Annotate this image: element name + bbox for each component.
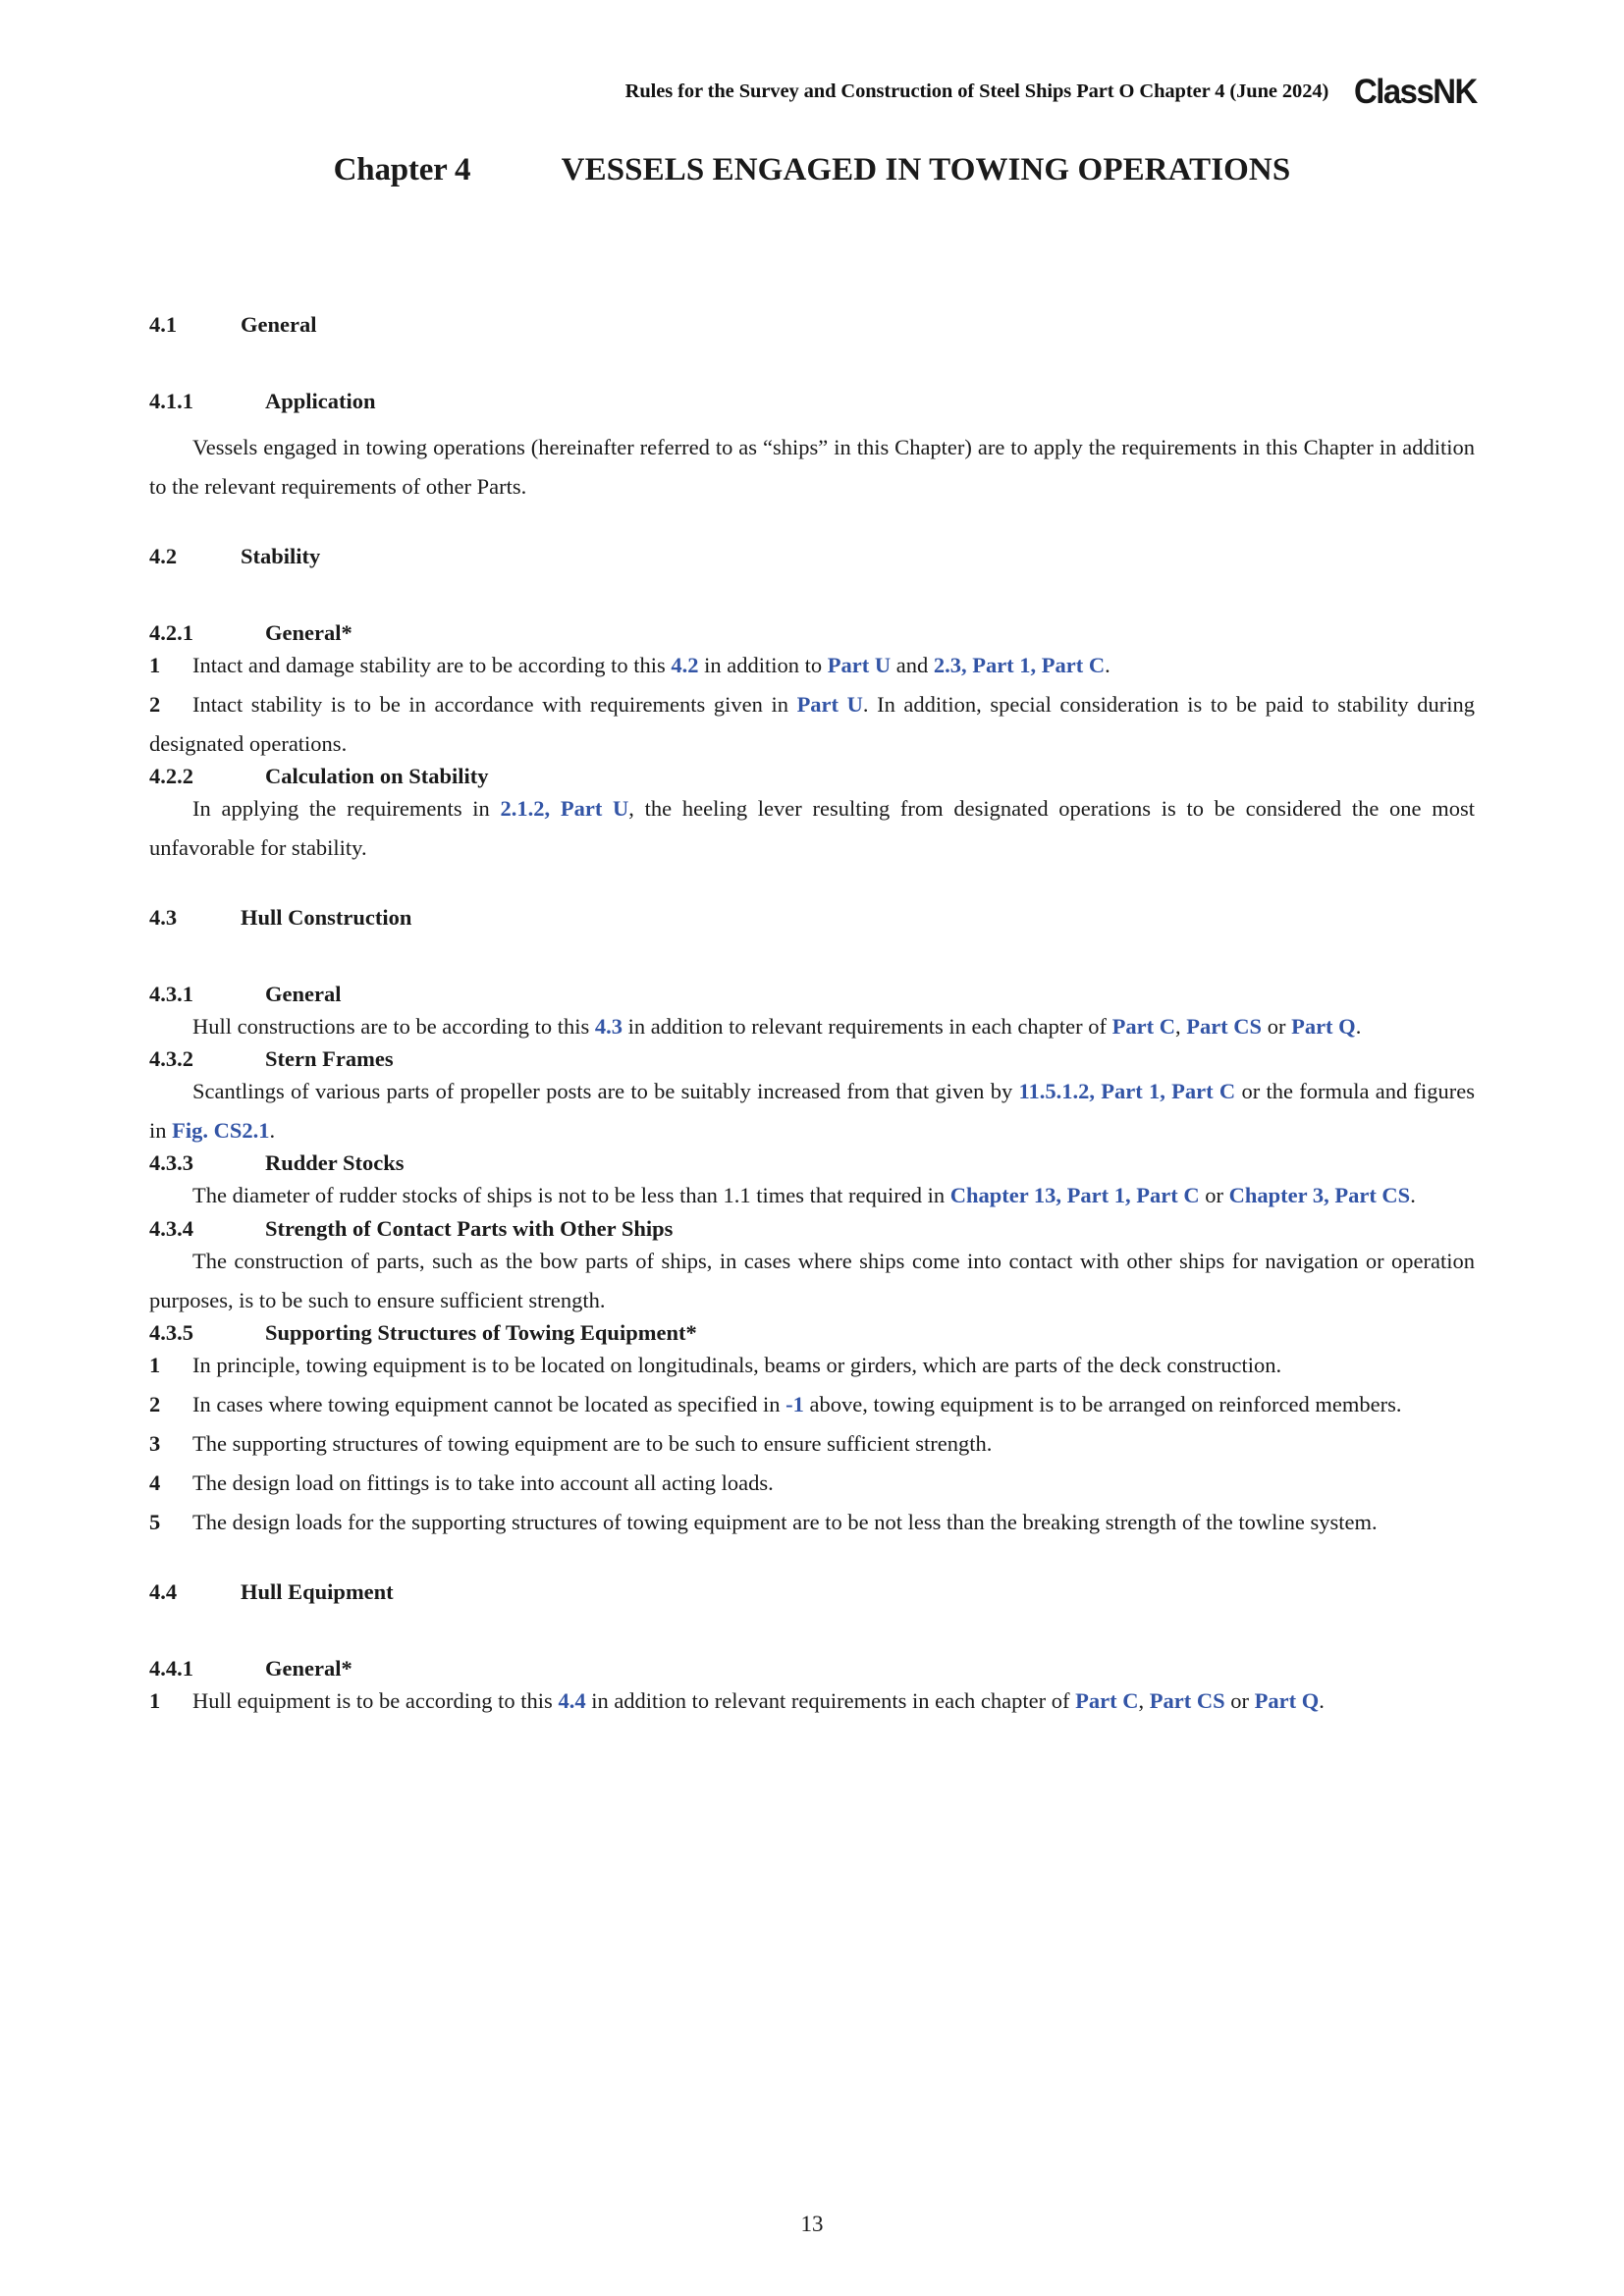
text-run: , [1138,1687,1150,1713]
paragraph-4-3-3 [149,1176,1475,1215]
subsection-title: General* [265,1655,352,1681]
chapter-title: VESSELS ENGAGED IN TOWING OPERATIONS [561,152,1291,187]
text-run: above, towing equipment is to be arranged on reinforced members. [803,1391,1402,1416]
text-run: . [1410,1183,1416,1208]
text-run: The design load on fittings is to take into account all acting loads. [192,1469,774,1495]
paragraph-4-2-1-1 [149,646,1475,685]
subsection-title: General [265,982,342,1007]
text-run: . [1355,1014,1362,1040]
subsection-number: 4.3.2 [149,1046,193,1072]
page-number: 13 [800,2212,824,2236]
chapter-label: Chapter 4 [333,152,471,187]
cross-reference[interactable]: Part Q [1291,1014,1356,1040]
text-run: or [1224,1687,1255,1713]
cross-reference[interactable]: Chapter 3, Part CS [1228,1183,1411,1208]
subsection-title: Rudder Stocks [265,1150,405,1176]
subsection-heading-4-2-2 [149,764,1475,789]
subsection-heading-4-3-3 [149,1150,1475,1176]
cross-reference[interactable]: 4.3 [594,1014,623,1040]
cross-reference[interactable]: Part U [796,692,863,718]
subsection-heading-4-4-1 [149,1656,1475,1682]
text-run: . [269,1118,276,1144]
section-title: Hull Construction [241,905,412,931]
text-run: or [1262,1014,1292,1040]
cross-reference[interactable]: Fig. CS2.1 [172,1118,270,1144]
paragraph-4-3-1 [149,1007,1475,1046]
text-run: . [1105,653,1110,678]
text-run: and [891,653,934,678]
subsection-number: 4.3.4 [149,1215,193,1241]
page-footer [0,2212,1624,2237]
text-run: or [1199,1183,1229,1208]
subsection-number: 4.3.3 [149,1150,193,1176]
text-run: The supporting structures of towing equipment are to be such to ensure sufficient strength. [192,1430,993,1456]
paragraph-4-4-1-1 [149,1682,1475,1721]
item-number: 2 [149,692,161,718]
item-number: 1 [149,1352,161,1377]
cross-reference[interactable]: 4.4 [558,1687,586,1713]
subsection-number: 4.1.1 [149,389,193,413]
cross-reference[interactable]: 4.2 [671,653,699,678]
subsection-heading-4-3-2 [149,1046,1475,1072]
subsection-title: General* [265,620,352,646]
text-run: The design loads for the supporting structures of towing equipment are to be not less than the breaking strength of the towline system. [192,1509,1378,1534]
section-heading-4-1 [149,312,1475,338]
section-title: Stability [241,544,321,569]
subsection-number: 4.3.1 [149,982,193,1007]
subsection-title: Stern Frames [265,1046,394,1072]
chapter-heading [147,152,1477,188]
paragraph-4-3-5-1 [149,1346,1475,1385]
text-run: in addition to relevant requirements in each chapter of [623,1014,1112,1040]
paragraph-4-3-5-5 [149,1503,1475,1542]
item-number: 2 [149,1391,161,1416]
paragraph-4-2-1-2 [149,685,1475,764]
cross-reference[interactable]: Part C [1075,1687,1139,1713]
text-run: Hull constructions are to be according to this [192,1014,595,1040]
section-number: 4.2 [149,544,178,569]
paragraph-4-1-1: Vessels engaged in towing operations (hereinafter referred to as “ships” in this Chapter) are to apply the requirements in this Chapter in addition to the relevant requirements of other Parts. [149,435,1475,500]
text-run: Scantlings of various parts of propeller posts are to be suitably increased from that given by [192,1079,1019,1104]
text-run: in addition to relevant requirements in each chapter of [585,1687,1076,1713]
subsection-title: Application [265,389,376,413]
text-run: or the formula and figures in [149,1079,1475,1144]
section-number: 4.3 [149,905,178,931]
subsection-heading-4-1-1 [149,389,1475,414]
running-title: Rules for the Survey and Construction of Steel Ships Part O Chapter 4 (June 2024) [624,80,1329,102]
section-heading-4-2 [149,544,1475,569]
subsection-heading-4-3-4 [149,1216,1475,1242]
subsection-heading-4-3-5 [149,1320,1475,1346]
paragraph-4-3-5-4 [149,1464,1475,1503]
cross-reference[interactable]: Part C [1111,1014,1175,1040]
paragraph-4-3-4: The construction of parts, such as the bow parts of ships, in cases where ships come into contact with other ships for navigation or operation purposes, is to be such to ensure sufficient strength. [149,1248,1475,1312]
section-title: Hull Equipment [241,1578,394,1604]
item-number: 1 [149,1687,161,1713]
paragraph-4-2-2 [149,789,1475,868]
cross-reference[interactable]: Part Q [1254,1687,1320,1713]
subsection-number: 4.4.1 [149,1655,193,1681]
paragraph-4-3-2 [149,1072,1475,1150]
subsection-heading-4-3-1 [149,982,1475,1007]
item-number: 5 [149,1509,161,1534]
text-run: In principle, towing equipment is to be located on longitudinals, beams or girders, which are parts of the deck construction. [192,1352,1282,1377]
text-run: The diameter of rudder stocks of ships is not to be less than 1.1 times that required in [192,1183,950,1208]
text-run: Intact and damage stability are to be according to this [192,653,672,678]
document-body [149,312,1475,1721]
text-run: In applying the requirements in [192,796,501,822]
section-heading-4-3 [149,905,1475,931]
paragraph-4-3-5-3 [149,1424,1475,1464]
text-run: Hull equipment is to be according to this [192,1687,559,1713]
section-title: General [241,312,317,337]
cross-reference[interactable]: 11.5.1.2, Part 1, Part C [1018,1079,1236,1104]
section-number: 4.4 [149,1578,178,1604]
classnk-logo: ClassNK [1354,72,1477,111]
subsection-heading-4-2-1 [149,620,1475,646]
item-number: 3 [149,1430,161,1456]
subsection-title: Calculation on Stability [265,764,489,789]
section-heading-4-4 [149,1579,1475,1605]
subsection-number: 4.2.1 [149,620,193,646]
cross-reference[interactable]: Part CS [1186,1014,1263,1040]
text-run: , [1174,1014,1187,1040]
subsection-number: 4.2.2 [149,764,193,789]
text-run: . [1319,1687,1325,1713]
text-run: Intact stability is to be in accordance with requirements given in [192,692,797,718]
text-run: , the heeling lever resulting from designated operations is to be considered the one most unfavorable for stability. [149,796,1475,861]
text-run: In cases where towing equipment cannot be located as specified in [192,1391,786,1416]
cross-reference[interactable]: -1 [785,1391,804,1416]
cross-reference[interactable]: 2.1.2, Part U [500,796,629,822]
text-run: . In addition, special consideration is to be paid to stability during designated operations. [149,692,1475,757]
item-number: 1 [149,653,161,678]
text-run: in addition to [698,653,828,678]
cross-reference[interactable]: 2.3, Part 1, Part C [933,653,1106,678]
subsection-number: 4.3.5 [149,1319,193,1345]
section-number: 4.1 [149,312,178,337]
cross-reference[interactable]: Part U [827,653,892,678]
page-header [147,71,1477,112]
paragraph-4-3-5-2 [149,1385,1475,1424]
cross-reference[interactable]: Chapter 13, Part 1, Part C [949,1183,1200,1208]
cross-reference[interactable]: Part CS [1149,1687,1225,1713]
item-number: 4 [149,1469,161,1495]
subsection-title: Supporting Structures of Towing Equipment* [265,1319,697,1345]
subsection-title: Strength of Contact Parts with Other Ships [265,1215,674,1241]
